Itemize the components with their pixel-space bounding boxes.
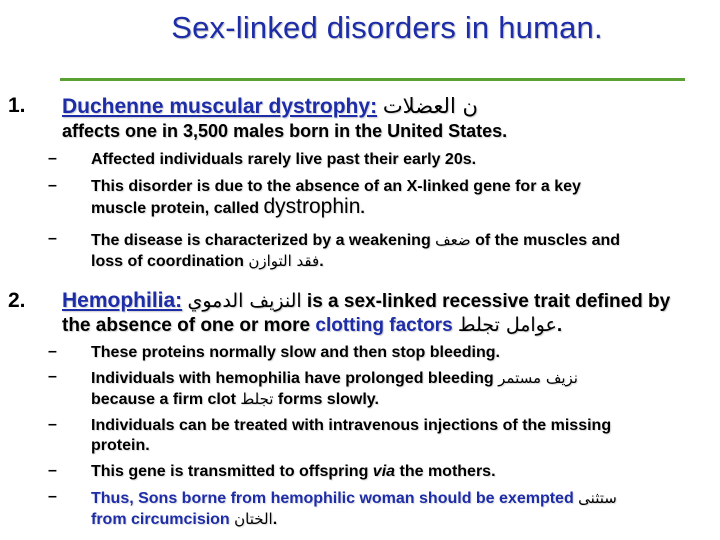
bullet-text-part: This disorder is due to the absence of an X-linked gene for a key bbox=[91, 178, 581, 195]
arabic-term-bleeding: النزيف الدموي bbox=[187, 290, 302, 312]
bullet-marker: – bbox=[48, 150, 57, 167]
arabic-term-clot: تجلط bbox=[240, 390, 274, 408]
bullet-text-part: Individuals can be treated with intravenous injections of the missing bbox=[91, 417, 612, 434]
bullet-text-part: . bbox=[319, 253, 324, 270]
section-number-2: 2. bbox=[8, 289, 26, 312]
arabic-term-weakening: ضعف bbox=[435, 231, 471, 249]
bullet-marker: – bbox=[48, 462, 57, 479]
term-dystrophin: dystrophin bbox=[263, 195, 361, 218]
title-divider bbox=[60, 78, 685, 81]
bullet-text bbox=[91, 488, 691, 530]
italic-via: via bbox=[372, 463, 396, 480]
bullet-text-part: . bbox=[272, 511, 278, 528]
bullet-text bbox=[91, 368, 691, 410]
term-clotting-factors: clotting factors bbox=[315, 315, 453, 336]
bullet-text: Affected individuals rarely live past their early 20s. bbox=[91, 151, 477, 168]
bullet-text bbox=[91, 177, 691, 219]
bullet-text-part: . bbox=[360, 200, 365, 217]
section-number-1: 1. bbox=[8, 94, 26, 117]
bullet-text-part: Thus, Sons borne from hemophilic woman should be exempted bbox=[91, 490, 579, 507]
section1-subline: affects one in 3,500 males born in the United States. bbox=[62, 121, 508, 141]
arabic-term-exempted: ستثنى bbox=[578, 489, 617, 507]
bullet-text-part: forms slowly. bbox=[273, 391, 379, 408]
bullet-text: These proteins normally slow and then stop bleeding. bbox=[91, 344, 500, 361]
bullet-text bbox=[91, 462, 691, 482]
bullet-text-part: because a firm clot bbox=[91, 391, 241, 408]
bullet-text-part: of the muscles and bbox=[470, 232, 621, 249]
section2-subline bbox=[62, 314, 562, 337]
section-heading-2 bbox=[62, 289, 670, 313]
arabic-term-coordination: فقد التوازن bbox=[248, 252, 320, 270]
bullet-marker: – bbox=[48, 230, 57, 247]
slide-title: Sex-linked disorders in human. bbox=[171, 10, 603, 45]
arabic-term-clotting-factors: عوامل تجلط bbox=[457, 314, 557, 336]
section-heading-1 bbox=[62, 94, 478, 119]
bullet-marker: – bbox=[48, 177, 57, 194]
bullet-text-part: Individuals with hemophilia have prolonged bleeding bbox=[91, 370, 499, 387]
bullet-text-part: muscle protein, called bbox=[91, 200, 264, 217]
arabic-term-circumcision: الختان bbox=[234, 510, 273, 528]
arabic-term-continuous-bleeding: نزيف مستمر bbox=[498, 369, 578, 387]
heading-text-part: is a sex-linked recessive trait defined by bbox=[301, 291, 671, 312]
bullet-text-part: protein. bbox=[91, 437, 150, 454]
bullet-text bbox=[91, 230, 691, 272]
bullet-marker: – bbox=[48, 343, 57, 360]
bullet-marker: – bbox=[48, 416, 57, 433]
arabic-term-muscles: ن العضلات bbox=[382, 94, 478, 118]
bullet-text-part: from circumcision bbox=[91, 511, 235, 528]
bullet-text-part: The disease is characterized by a weakening bbox=[91, 232, 436, 249]
bullet-marker: – bbox=[48, 368, 57, 385]
bullet-text-part: the mothers. bbox=[395, 463, 496, 480]
disease-name-duchenne: Duchenne muscular dystrophy: bbox=[62, 95, 378, 118]
heading-text-part: the absence of one or more bbox=[62, 315, 316, 336]
heading-text-part: . bbox=[556, 315, 563, 336]
bullet-text bbox=[91, 416, 691, 456]
bullet-marker: – bbox=[48, 488, 57, 505]
bullet-text-part: This gene is transmitted to offspring bbox=[91, 463, 373, 480]
bullet-text-part: loss of coordination bbox=[91, 253, 249, 270]
disease-name-hemophilia: Hemophilia: bbox=[62, 289, 183, 312]
